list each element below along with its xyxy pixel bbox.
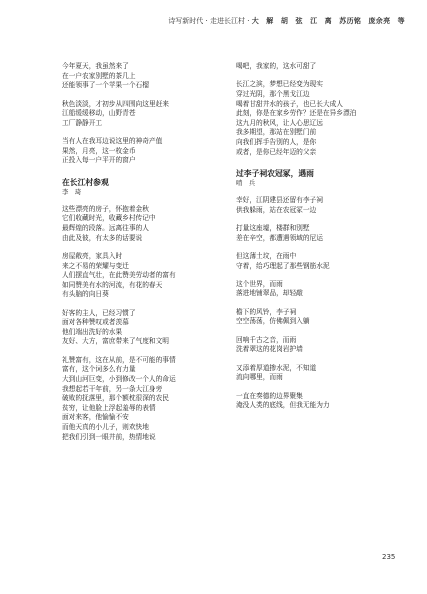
verse-line: 礼赞富有，这在从前，是不可能的事情 bbox=[62, 355, 176, 364]
verse-line: 供我躲雨，站在农冠冢一边 bbox=[236, 205, 317, 214]
verse-line: 这个世界，而雨 bbox=[236, 279, 283, 288]
verse-line: 洗着翠这的花岗岩护墙 bbox=[236, 345, 303, 354]
verse-line: 长江之滨，梦想已经变为现实 bbox=[236, 80, 323, 89]
verse-line: 今年夏天，我虽然来了 bbox=[62, 62, 129, 70]
verse-line: 面对来客，他愉愉不安 bbox=[62, 413, 129, 422]
verse-line: 一直在奏德的边界聚集 bbox=[236, 391, 303, 400]
verse-line: 面对各种赞叹或者羡慕 bbox=[62, 318, 129, 327]
verse-line: 他们端出洗好的水果 bbox=[62, 327, 123, 336]
stanza bbox=[62, 137, 232, 166]
verse-line: 差在辛空，都遭遇领域的尼运 bbox=[236, 233, 323, 242]
poem-title: 在长江村参观 bbox=[62, 177, 109, 187]
verse-line: 这九月的秋风，让人心思辽远 bbox=[236, 118, 323, 127]
verse-line: 秋色淡淡，才初步从四围向这里赶来 bbox=[62, 99, 169, 108]
verse-line: 或者，是你已经年迈的父亲 bbox=[236, 147, 317, 156]
stanza bbox=[62, 252, 232, 300]
verse-line: 此刻，你是在家乡劳作？还是在异乡漂泊 bbox=[236, 109, 357, 118]
verse-line: 贫穷，让他脸上浮起羞辱的表情 bbox=[62, 403, 156, 412]
verse-line: 落进地铺翠品，却轻敲 bbox=[236, 289, 303, 298]
poem2-continued-stanzas bbox=[236, 62, 406, 157]
verse-line: 空空荡荡，仿佛佩到入躺 bbox=[236, 317, 310, 326]
verse-line: 破败的抚落里，那个额枕很深的农民 bbox=[62, 394, 169, 403]
poem2-stanzas bbox=[62, 205, 232, 442]
stanza bbox=[236, 62, 406, 72]
stanza bbox=[236, 224, 406, 243]
verse-line: 流向哪里，而雨 bbox=[236, 373, 283, 382]
verse-line: 而他天真的小儿子，则欢快地 bbox=[62, 423, 149, 431]
verse-line: 喝吧，我家的，这水可甜了 bbox=[236, 62, 317, 70]
verse-line: 穿过光阴，那个黑戈江边 bbox=[236, 89, 310, 98]
stanza bbox=[236, 392, 406, 411]
poem1-stanzas bbox=[62, 62, 232, 166]
stanza bbox=[62, 205, 232, 243]
stanza bbox=[236, 252, 406, 271]
verse-line: 打量这座墟，楼群和别墅 bbox=[236, 223, 310, 232]
poem3-stanzas bbox=[236, 196, 406, 411]
stanza bbox=[62, 100, 232, 129]
verse-line: 好客的主人，已经习惯了 bbox=[62, 308, 136, 317]
verse-line: 它们收藏时光，收藏乡村传记中 bbox=[62, 214, 156, 223]
verse-line: 我想起若干年前，另一条大江身旁 bbox=[62, 384, 163, 393]
verse-line: 正投入每一户平开的窗户 bbox=[62, 156, 136, 165]
verse-line: 如同赞美有水的河流，有花的春天 bbox=[62, 280, 163, 289]
verse-line: 当有人在我耳边说这里的神奇产值 bbox=[62, 137, 163, 146]
stanza bbox=[236, 364, 406, 383]
stanza bbox=[62, 309, 232, 347]
verse-line: 回响千古之音，而雨 bbox=[236, 335, 297, 344]
verse-line: 来之不易的荣耀与变迁 bbox=[62, 261, 129, 270]
page-number: 235 bbox=[382, 553, 396, 561]
verse-line: 淹没人类的底线，但我无能为力 bbox=[236, 401, 330, 410]
verse-line: 友好、大方，富庶带来了气度和文明 bbox=[62, 337, 169, 346]
stanza bbox=[62, 62, 232, 91]
verse-line: 大到山河巨变，小到修改一个人的命运 bbox=[62, 375, 176, 384]
verse-line: 守着，给巧理起了那些钢筋水泥 bbox=[236, 261, 330, 270]
verse-line: 江船缓缓移动，山野青苍 bbox=[62, 109, 136, 118]
verse-line: 我多期望，那站在别墅门前 bbox=[236, 128, 317, 137]
verse-line: 人们摆直气壮，在此赞美劳动者的富有 bbox=[62, 271, 176, 280]
poem-author: 李 琦 bbox=[62, 187, 82, 196]
verse-line: 有头脑的向日葵 bbox=[62, 290, 109, 299]
verse-line: 由此及彼，有太多的话要说 bbox=[62, 233, 143, 242]
verse-line: 富有，这个词多么有力量 bbox=[62, 365, 136, 374]
poem-title: 过李子祠农冠冢，遇雨 bbox=[236, 168, 314, 178]
running-header bbox=[168, 16, 405, 26]
stanza bbox=[236, 336, 406, 355]
verse-line: 工厂静静开工 bbox=[62, 118, 103, 127]
verse-line: 喝着甘甜井水的孩子，也已长大成人 bbox=[236, 99, 343, 108]
stanza bbox=[236, 80, 406, 157]
verse-line: 房屋敞亮，家具入时 bbox=[62, 251, 123, 260]
left-column bbox=[62, 62, 232, 442]
poem-author: 啃 兵 bbox=[236, 178, 256, 187]
verse-line: 最辉煌的段落。远离往事的人 bbox=[62, 223, 149, 232]
verse-line: 在一户农家别墅的茶几上 bbox=[62, 71, 136, 80]
stanza bbox=[236, 280, 406, 299]
header-series: 诗写新时代 · 走进长江村 · bbox=[168, 17, 250, 25]
right-column bbox=[236, 62, 406, 411]
verse-line: 又添着厚道掺水泥，不知道 bbox=[236, 363, 317, 372]
header-authors: 大 解 胡 弦 江 离 苏历铭 庞余亮 等 bbox=[251, 16, 405, 25]
stanza bbox=[236, 308, 406, 327]
verse-line: 这些漂亮的房子，怀抱着金秋 bbox=[62, 204, 149, 213]
verse-line: 把我们引到一眼井前，热情地说 bbox=[62, 432, 156, 441]
verse-line: 向我们挥手告别的人，是你 bbox=[236, 137, 317, 146]
verse-line: 幸好，江阴建县还留有李子祠 bbox=[236, 195, 323, 204]
verse-line: 檐下的风铃，李子祠 bbox=[236, 307, 297, 316]
verse-line: 还能领事了一个苹果一个石榴 bbox=[62, 81, 149, 90]
stanza bbox=[236, 196, 406, 215]
verse-line: 果然，月亮，这一枚金币 bbox=[62, 146, 136, 155]
stanza bbox=[62, 356, 232, 442]
verse-line: 但这薄土坟，在雨中 bbox=[236, 251, 297, 260]
